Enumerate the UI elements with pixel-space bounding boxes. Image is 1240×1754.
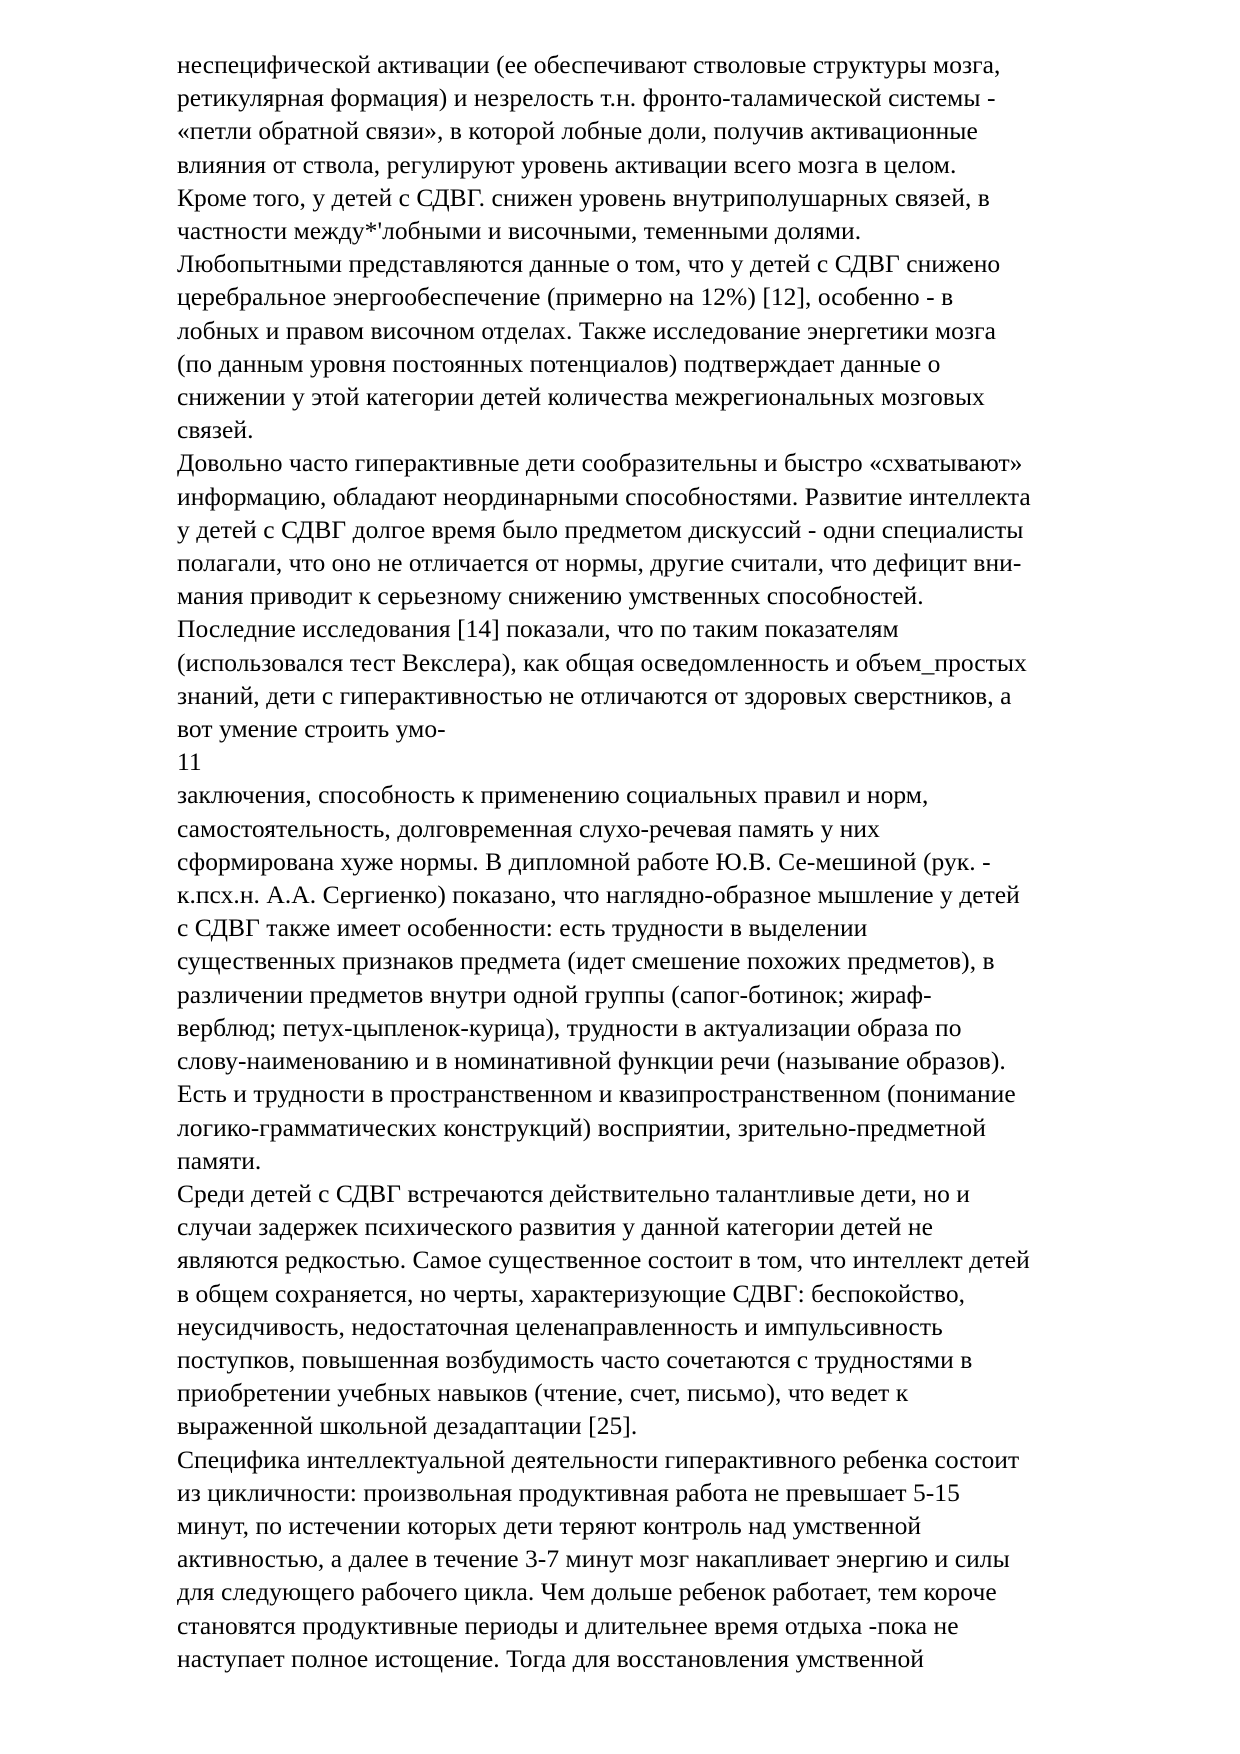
text-line: частности между*'лобными и височными, теменными долями. [177,216,862,246]
text-line: влияния от ствола, регулируют уровень активации всего мозга в целом. [177,149,957,179]
text-line: полагали, что оно не отличается от нормы, другие считали, что дефицит вни- [177,548,1022,578]
text-line: из цикличности: произвольная продуктивная работа не превышает 5-15 [177,1477,960,1507]
text-line: становятся продуктивные периоды и длительнее время отдыха -пока не [177,1610,959,1640]
text-line: выраженной школьной дезадаптации [25]. [177,1411,638,1441]
text-line: к.псх.н. А.А. Сергиенко) показано, что наглядно-образное мышление у детей [177,880,1020,910]
text-line: наступает полное истощение. Тогда для восстановления умственной [177,1643,924,1673]
text-line: минут, по истечении которых дети теряют контроль над умственной [177,1510,922,1540]
text-line: памяти. [177,1145,262,1175]
text-line: знаний, дети с гиперактивностью не отличаются от здоровых сверстников, а [177,680,1012,710]
text-line: (по данным уровня постоянных потенциалов) подтверждает данные о [177,348,941,378]
text-line: лобных и правом височном отделах. Также исследование энергетики мозга [177,315,996,345]
text-line: связей. [177,415,254,445]
text-line: существенных признаков предмета (идет смешение похожих предметов), в [177,946,995,976]
text-line: самостоятельность, долговременная слухо-речевая память у них [177,813,880,843]
text-line: Есть и трудности в пространственном и квазипространственном (понимание [177,1079,1016,1109]
text-line: случаи задержек психического развития у данной категории детей не [177,1212,933,1242]
text-line: информацию, обладают неординарными способностями. Развитие интеллекта [177,481,1031,511]
page-number: 11 [177,747,202,777]
text-line: Довольно часто гиперактивные дети сообразительны и быстро «схватывают» [177,448,1023,478]
text-line: Специфика интеллектуальной деятельности гиперактивного ребенка состоит [177,1444,1020,1474]
text-line: поступков, повышенная возбудимость часто сочетаются с трудностями в [177,1344,973,1374]
text-section-2 [177,778,1177,1674]
text-line: сформирована хуже нормы. В дипломной работе Ю.В. Се-мешиной (рук. - [177,846,991,876]
text-line: церебральное энергообеспечение (примерно на 12%) [12], особенно - в [177,282,954,312]
text-line: верблюд; петух-цыпленок-курица), трудности в актуализации образа по [177,1012,962,1042]
text-line: в общем сохраняется, но черты, характеризующие СДВГ: беспокойство, [177,1278,966,1308]
text-line: Среди детей с СДВГ встречаются действительно талантливые дети, но и [177,1178,971,1208]
text-section-1 [177,48,1177,745]
text-line: ретикулярная формация) и незрелость т.н. фронто-таламической системы - [177,83,996,113]
text-line: Кроме того, у детей с СДВГ. снижен уровень внутриполушарных связей, в [177,182,990,212]
document-text [177,48,1177,1675]
text-line: приобретении учебных навыков (чтение, счет, письмо), что ведет к [177,1378,909,1408]
text-line: неспецифической активации (ее обеспечивают стволовые структуры мозга, [177,50,1001,79]
text-line: вот умение строить умо- [177,714,446,744]
text-line: мания приводит к серьезному снижению умственных способностей. [177,581,924,611]
text-line: заключения, способность к применению социальных правил и норм, [177,780,929,810]
text-line: для следующего рабочего цикла. Чем дольше ребенок работает, тем короче [177,1577,997,1607]
text-line: «петли обратной связи», в которой лобные доли, получив активационные [177,116,978,146]
text-line: снижении у этой категории детей количества межрегиональных мозговых [177,382,985,412]
text-line: Любопытными представляются данные о том, что у детей с СДВГ снижено [177,249,1001,279]
text-line: (использовался тест Векслера), как общая осведомленность и объем_простых [177,647,1027,677]
text-line: являются редкостью. Самое существенное состоит в том, что интеллект детей [177,1245,1030,1275]
text-line: активностью, а далее в течение 3-7 минут мозг накапливает энергию и силы [177,1544,1010,1574]
text-line: с СДВГ также имеет особенности: есть трудности в выделении [177,913,868,943]
text-line: слову-наименованию и в номинативной функции речи (называние образов). [177,1046,1006,1076]
text-line: у детей с СДВГ долгое время было предметом дискуссий - одни специалисты [177,514,1024,544]
text-line: Последние исследования [14] показали, что по таким показателям [177,614,899,644]
text-line: неусидчивость, недостаточная целенаправленность и импульсивность [177,1311,943,1341]
text-line: различении предметов внутри одной группы (сапог-ботинок; жираф- [177,979,932,1009]
text-line: логико-грамматических конструкций) восприятии, зрительно-предметной [177,1112,986,1142]
